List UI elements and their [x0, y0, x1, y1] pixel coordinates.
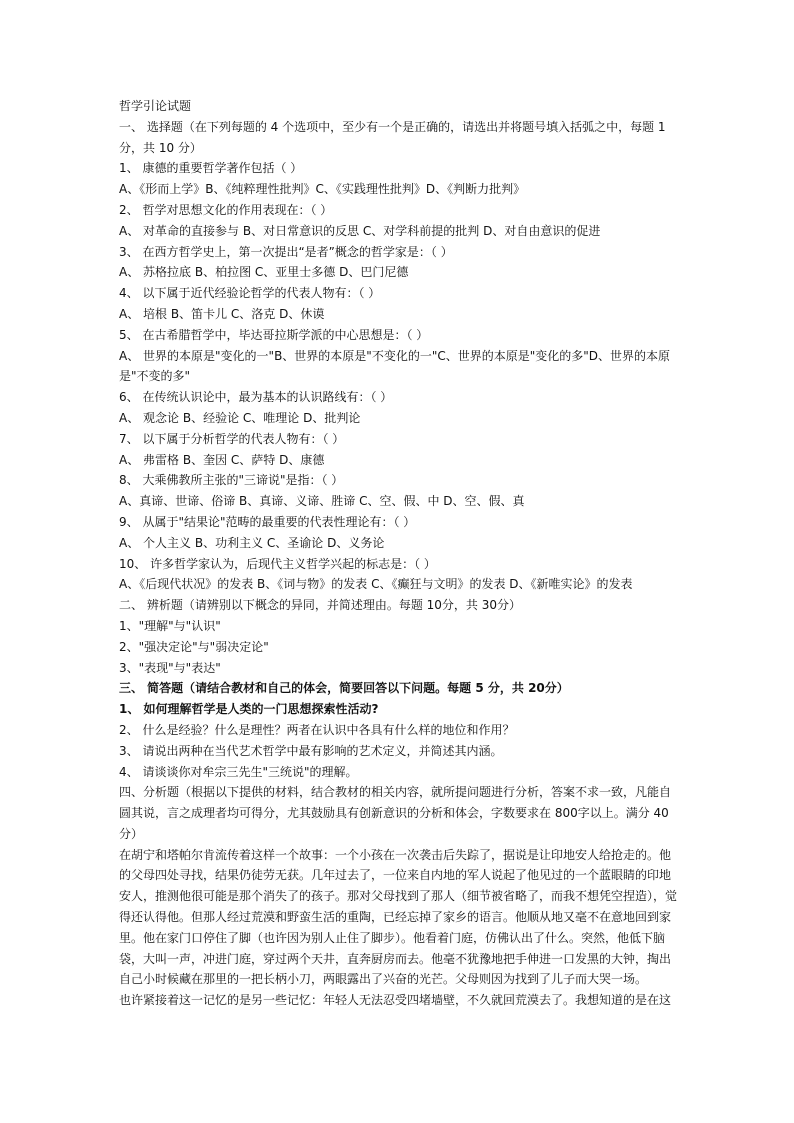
document-line: 10、 许多哲学家认为，后现代主义哲学兴起的标志是：（ ） [119, 556, 436, 571]
document-line: 1、"理解"与"认识" [119, 618, 221, 633]
document-line: 2、"强决定论"与"弱决定论" [119, 639, 269, 654]
document-line: A、 弗雷格 B、奎因 C、萨特 D、康德 [119, 452, 325, 467]
document-title: 哲学引论试题 [119, 99, 192, 113]
document-line: 3、 请说出两种在当代艺术哲学中最有影响的艺术定义，并简述其内涵。 [119, 743, 503, 758]
document-line: 四、分析题（根据以下提供的材料，结合教材的相关内容，就所提问题进行分析，答案不求一致，凡能自圆其说，言之成理者均可得分，尤其鼓励具有创新意识的分析和体会，字数要求在 800字以上。满分 40分） [119, 785, 672, 841]
document-line: 8、 大乘佛教所主张的"三谛说"是指：（ ） [119, 473, 344, 488]
document-page [119, 96, 679, 1011]
document-line: A、 世界的本原是"变化的一"B、世界的本原是"不变化的一"C、世界的本原是"变化的多"D、世界的本原是"不变的多" [119, 348, 670, 384]
document-line: A、《后现代状况》的发表 B、《词与物》的发表 C、《癫狂与文明》的发表 D、《新唯实论》的发表 [119, 577, 633, 592]
document-line: 在胡宁和塔帕尔肯流传着这样一个故事：一个小孩在一次袭击后失踪了，据说是让印地安人给抢走的。他的父母四处寻找，结果仍徒劳无获。几年过去了，一位来自内地的军人说起了他见过的一个蓝眼睛的印地安人，推测他很可能是那个消失了的孩子。那对父母找到了那人（细节被省略了，而我不想凭空捏造），觉得还认得他。但那人经过荒漠和野蛮生活的重陶，已经忘掉了家乡的语言。他顺从地又毫不在意地回到家里。他在家门口停住了脚（也许因为别人止住了脚步）。他看着门庭，仿佛认出了什么。突然，他低下脑袋，大叫一声，冲进门庭，穿过两个天井，直奔厨房而去。他毫不犹豫地把手伸进一口发黑的大钟，掏出自己小时候藏在那里的一把长柄小刀，两眼露出了兴奋的光芒。父母则因为找到了儿子而大哭一场。 [119, 847, 678, 987]
document-line: A、 个人主义 B、功利主义 C、圣谕论 D、义务论 [119, 535, 385, 550]
document-line: 6、 在传统认识论中，最为基本的认识路线有：（ ） [119, 390, 393, 405]
document-line: A、真谛、世谛、俗谛 B、真谛、义谛、胜谛 C、空、假、中 D、空、假、真 [119, 494, 525, 509]
document-line: 三、 简答题（请结合教材和自己的体会，简要回答以下问题。每题 5 分，共 20分） [119, 681, 569, 696]
document-line: 2、 什么是经验？什么是理性？两者在认识中各具有什么样的地位和作用？ [119, 722, 515, 737]
document-line: 7、 以下属于分析哲学的代表人物有：（ ） [119, 431, 345, 446]
document-line: 3、"表现"与"表达" [119, 660, 221, 675]
document-line: 1、 康德的重要哲学著作包括（ ） [119, 161, 303, 176]
document-line: 2、 哲学对思想文化的作用表现在：（ ） [119, 202, 333, 217]
document-line: 5、 在古希腊哲学中，毕达哥拉斯学派的中心思想是：（ ） [119, 327, 429, 342]
document-line: A、 观念论 B、经验论 C、唯理论 D、批判论 [119, 410, 361, 425]
document-line: 3、 在西方哲学史上，第一次提出“是者”概念的哲学家是：（ ） [119, 244, 453, 259]
document-line: 9、 从属于"结果论"范畴的最重要的代表性理论有：（ ） [119, 514, 416, 529]
document-line: 也许紧接着这一记忆的是另一些记忆：年轻人无法忍受四堵墙壁，不久就回荒漠去了。我想知道的是在这 [119, 993, 672, 1008]
document-line: 二、 辨析题（请辨别以下概念的异同，并简述理由。每题 10分，共 30分） [119, 598, 521, 613]
document-line: 4、 以下属于近代经验论哲学的代表人物有：（ ） [119, 286, 381, 301]
document-line: A、 苏格拉底 B、柏拉图 C、亚里士多德 D、巴门尼德 [119, 265, 409, 280]
document-line: 一、 选择题（在下列每题的 4 个选项中，至少有一个是正确的，请选出并将题号填入括弧之中，每题 1 分，共 10 分） [119, 119, 666, 155]
document-body [119, 117, 679, 1011]
document-line: A、《形而上学》B、《纯粹理性批判》C、《实践理性批判》D、《判断力批判》 [119, 182, 526, 197]
document-line: A、 培根 B、笛卡儿 C、洛克 D、休谟 [119, 306, 325, 321]
document-line: 4、 请谈谈你对牟宗三先生"三统说"的理解。 [119, 764, 358, 779]
document-line: 1、 如何理解哲学是人类的一门思想探索性活动? [119, 702, 379, 717]
document-line: A、 对革命的直接参与 B、对日常意识的反思 C、对学科前提的批判 D、对自由意识的促进 [119, 223, 601, 238]
